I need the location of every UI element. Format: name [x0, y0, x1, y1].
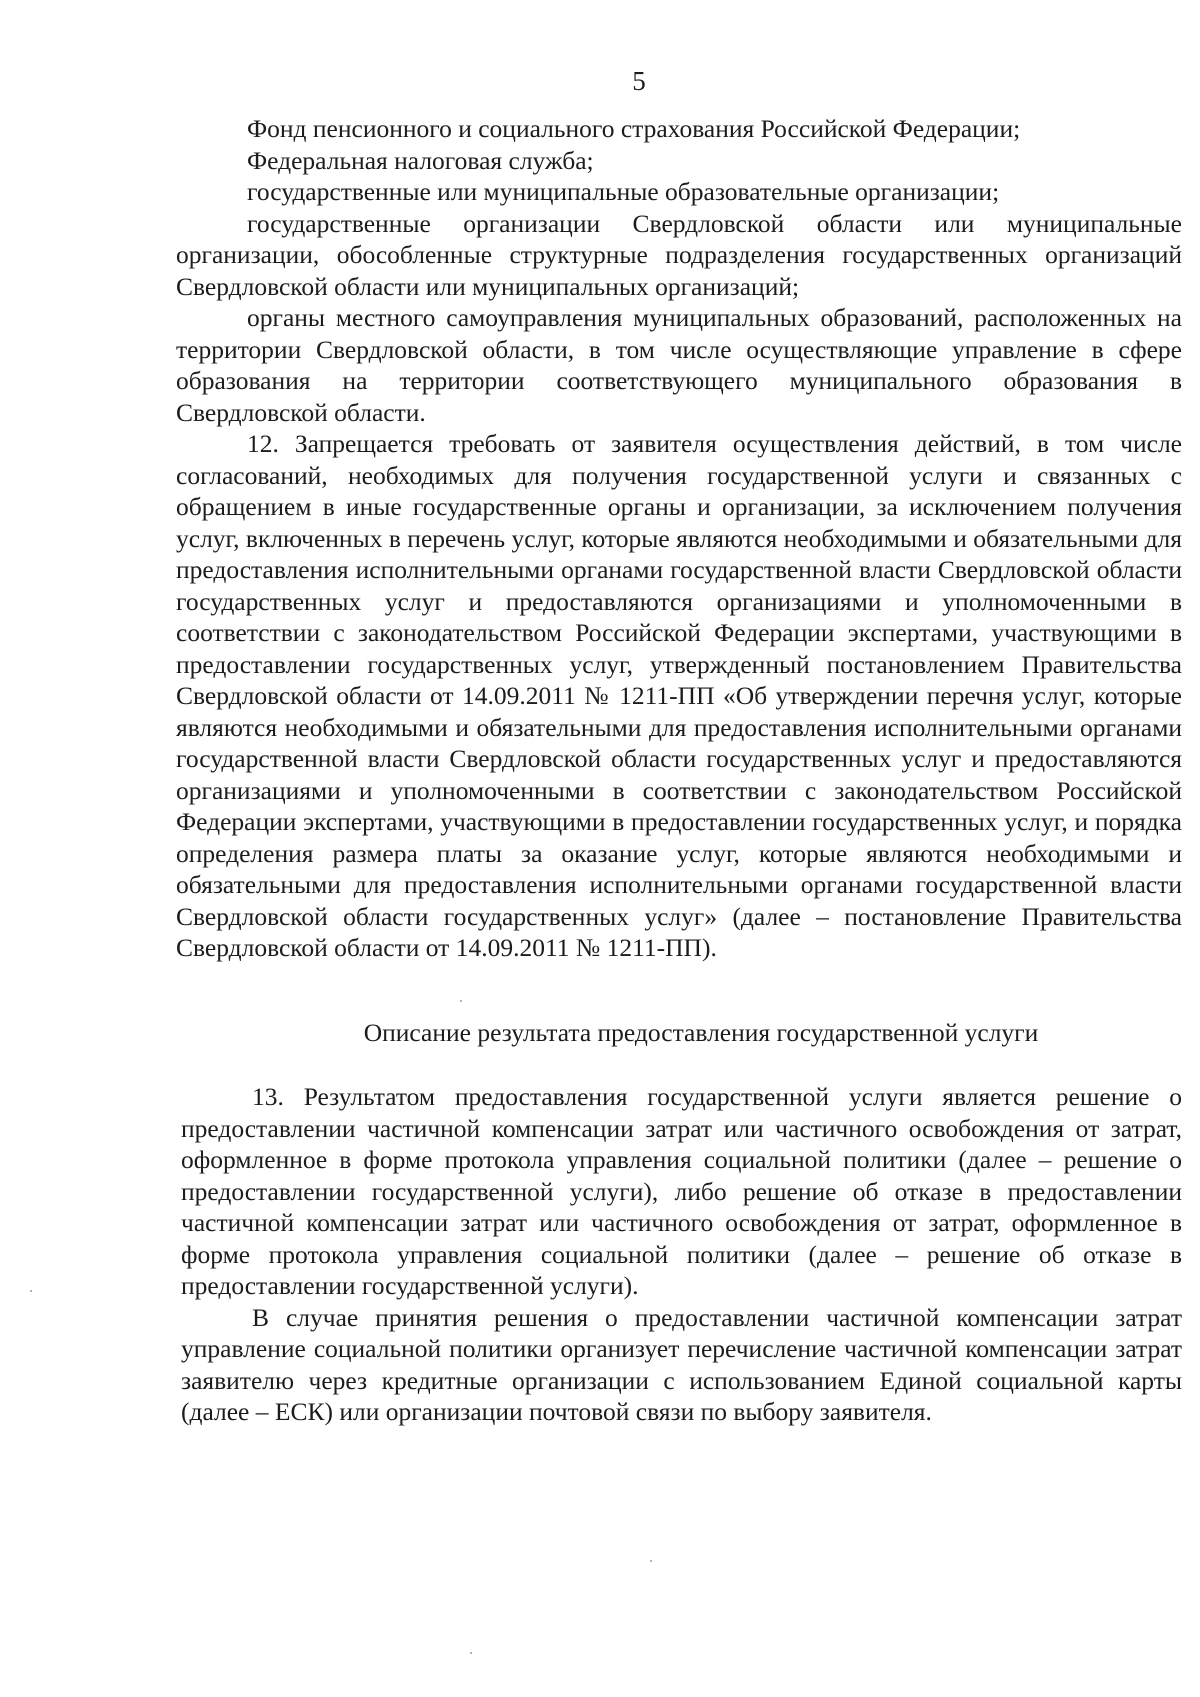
paragraph: органы местного самоуправления муниципальных образований, расположенных на территории Свердловской области, в том числе осуществляющие управление в сфере образования на территории соответствующего муниципального образования в Свердловской области. [176, 303, 1182, 427]
body-text-bottom [181, 1081, 1182, 1428]
paragraph: 13. Результатом предоставления государственной услуги является решение о предоставлении частичной компенсации затрат или частичного освобождения от затрат, оформленное в форме протокола управления социальной политики (далее – решение о предоставлении государственной услуги), либо решение об отказе в предоставлении частичной компенсации затрат или частичного освобождения от затрат, оформленное в форме протокола управления социальной политики (далее – решение об отказе в предоставлении государственной услуги). [181, 1082, 1182, 1300]
page-number: 5 [632, 66, 646, 96]
paragraph: В случае принятия решения о предоставлении частичной компенсации затрат управление социальной политики организует перечисление частичной компенсации затрат заявителю через кредитные организации с использованием Единой социальной карты (далее – ЕСК) или организации почтовой связи по выбору заявителя. [181, 1302, 1182, 1426]
paragraph: Федеральная налоговая служба; [247, 145, 594, 175]
scan-speck [460, 1000, 462, 1002]
scan-speck [470, 1652, 472, 1654]
scan-speck [30, 1290, 32, 1292]
paragraph: государственные организации Свердловской области или муниципальные организации, обособленные структурные подразделения государственных организаций Свердловской области или муниципальных организаций; [176, 208, 1182, 301]
paragraph: 12. Запрещается требовать от заявителя осуществления действий, в том числе согласований, необходимых для получения государственной услуги и связанных с обращением в иные государственные органы и организации, за исключением получения услуг, включенных в перечень услуг, которые являются необходимыми и обязательными для предоставления исполнительными органами государственной власти Свердловской области государственных услуг и предоставляются организациями и уполномоченными в соответствии с законодательством Российской Федерации экспертами, участвующими в предоставлении государственных услуг, утвержденный постановлением Правительства Свердловской области от 14.09.2011 № 1211-ПП «Об утверждении перечня услуг, которые являются необходимыми и обязательными для предоставления исполнительными органами государственной власти Свердловской области государственных услуг и предоставляются организациями и уполномоченными в соответствии с законодательством Российской Федерации экспертами, участвующими в предоставлении государственных услуг, и порядка определения размера платы за оказание услуг, которые являются необходимыми и обязательными для предоставления исполнительными органами государственной власти Свердловской области государственных услуг» (далее – постановление Правительства Свердловской области от 14.09.2011 № 1211-ПП). [176, 429, 1182, 962]
section-heading: Описание результата предоставления государственной услуги [363, 1018, 1039, 1047]
scan-speck [650, 1560, 652, 1562]
paragraph: Фонд пенсионного и социального страхования Российской Федерации; [247, 114, 1021, 143]
body-text-top [176, 113, 1182, 964]
paragraph: государственные или муниципальные образовательные организации; [247, 177, 1000, 206]
